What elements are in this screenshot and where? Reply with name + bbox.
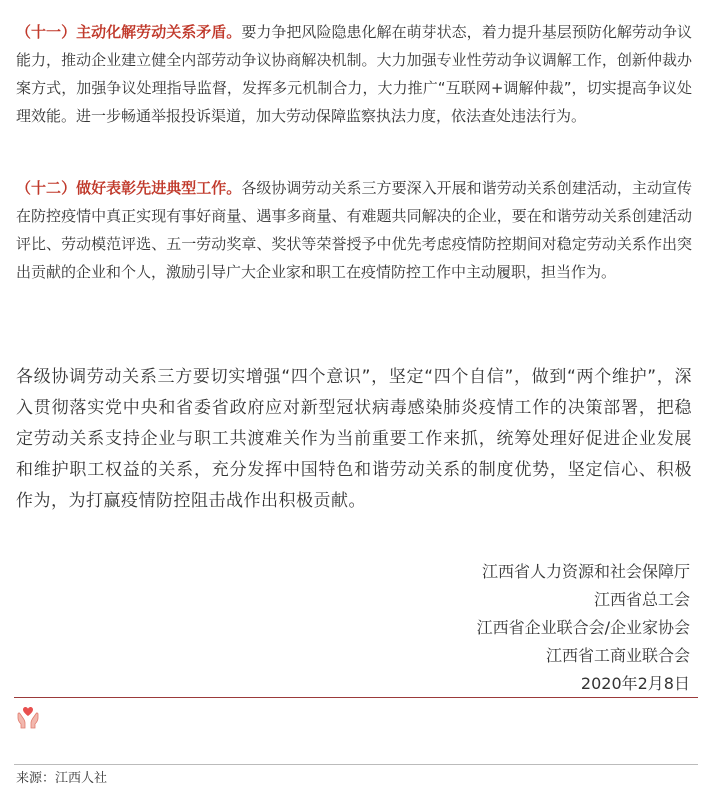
paragraph-item-12	[16, 174, 692, 286]
signature-block	[477, 558, 690, 698]
hands-heart-icon	[14, 703, 42, 731]
document-date: 2020年2月8日	[580, 674, 690, 693]
divider-bottom	[14, 764, 698, 765]
signatory-hrss: 江西省人力资源和社会保障厅	[481, 562, 690, 581]
paragraph-body: 各级协调劳动关系三方要深入开展和谐劳动关系创建活动，主动宣传在防控疫情中真正实现有事好商量、遇事多商量、有难题共同解决的企业，要在和谐劳动关系创建活动评比、劳动模范评选、五一劳动奖章、奖状等荣誉授予中优先考虑疫情防控期间对稳定劳动关系作出突出贡献的企业和个人，激励引导广大企业家和职工在疫情防控工作中主动履职，担当作为。	[16, 179, 692, 281]
paragraph-heading: （十一）主动化解劳动关系矛盾。	[16, 23, 242, 41]
closing-paragraph: 各级协调劳动关系三方要切实增强“四个意识”，坚定“四个自信”，做到“两个维护”，深入贯彻落实党中央和省委省政府应对新型冠状病毒感染肺炎疫情工作的决策部署，把稳定劳动关系支持企业与职工共渡难关作为当前重要工作来抓，统筹处理好促进企业发展和维护职工权益的关系，充分发挥中国特色和谐劳动关系的制度优势，坚定信心、积极作为，为打赢疫情防控阻击战作出积极贡献。	[16, 367, 692, 511]
signatory-trade-union: 江西省总工会	[593, 590, 690, 609]
source-credit: 来源：江西人社	[16, 771, 108, 786]
divider-top	[14, 697, 698, 698]
paragraph-item-11	[16, 18, 692, 130]
paragraph-body: 要力争把风险隐患化解在萌芽状态，着力提升基层预防化解劳动争议能力，推动企业建立健全内部劳动争议协商解决机制。大力加强专业性劳动争议调解工作，创新仲裁办案方式，加强争议处理指导监督，发挥多元机制合力，大力推广“互联网+调解仲裁”，切实提高争议处理效能。进一步畅通举报投诉渠道，加大劳动保障监察执法力度，依法查处违法行为。	[16, 23, 692, 125]
signatory-enterprise-federation: 江西省企业联合会/企业家协会	[476, 618, 690, 637]
signatory-commerce-federation: 江西省工商业联合会	[545, 646, 690, 665]
paragraph-heading: （十二）做好表彰先进典型工作。	[16, 179, 242, 197]
